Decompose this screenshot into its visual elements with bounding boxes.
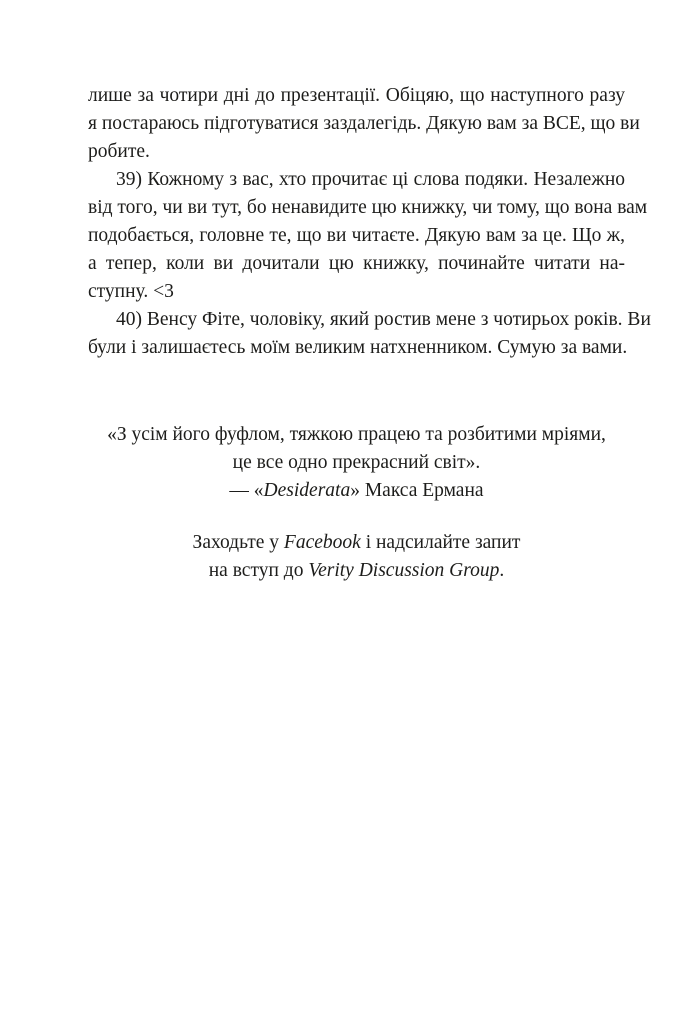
quote-line: «З усім його фуфлом, тяжкою працею та розбитими мріями, xyxy=(107,424,606,445)
facebook-brand-text: Facebook xyxy=(283,532,361,553)
body-line: 40) Венсу Фіте, чоловіку, який ростив мене з чотирьох років. Ви xyxy=(116,309,651,330)
body-paragraph xyxy=(88,166,648,306)
quote-attribution xyxy=(88,477,625,505)
epigraph-quote xyxy=(88,421,625,505)
body-line: подобається, головне те, що ви читаєте. Дякую вам за це. Що ж, xyxy=(88,225,625,246)
body-line: лише за чотири дні до презентації. Обіцяю, що наступного разу xyxy=(88,85,625,106)
quote-line: це все одно прекрасний світ». xyxy=(232,452,481,473)
body-paragraph xyxy=(88,82,640,166)
body-paragraph xyxy=(88,306,651,362)
attribution-suffix: » Макса Ермана xyxy=(350,480,484,501)
note-text: на вступ до xyxy=(208,560,309,581)
body-line: ступну. <3 xyxy=(88,281,174,302)
body-line: були і залишаєтесь моїм великим натхненником. Сумую за вами. xyxy=(88,337,628,358)
body-line: а тепер, коли ви дочитали цю книжку, починайте читати на- xyxy=(88,253,625,274)
facebook-note-line xyxy=(88,529,625,557)
attribution-work-title: Desiderata xyxy=(263,480,351,501)
body-line: 39) Кожному з вас, хто прочитає ці слова подяки. Незалежно xyxy=(116,169,625,190)
note-text: . xyxy=(499,560,505,581)
facebook-invitation-note xyxy=(88,529,625,585)
body-line: від того, чи ви тут, бо ненавидите цю книжку, чи тому, що вона вам xyxy=(88,197,648,218)
body-line: робите. xyxy=(88,141,150,162)
facebook-note-line xyxy=(88,557,625,585)
body-line: я постараюсь підготуватися заздалегідь. Дякую вам за ВСЕ, що ви xyxy=(88,113,640,134)
attribution-prefix: — « xyxy=(229,480,264,501)
group-name-text: Verity Discussion Group xyxy=(308,560,500,581)
note-text: Заходьте у xyxy=(192,532,284,553)
acknowledgments-text xyxy=(88,82,651,362)
note-text: і надсилайте запит xyxy=(360,532,521,553)
